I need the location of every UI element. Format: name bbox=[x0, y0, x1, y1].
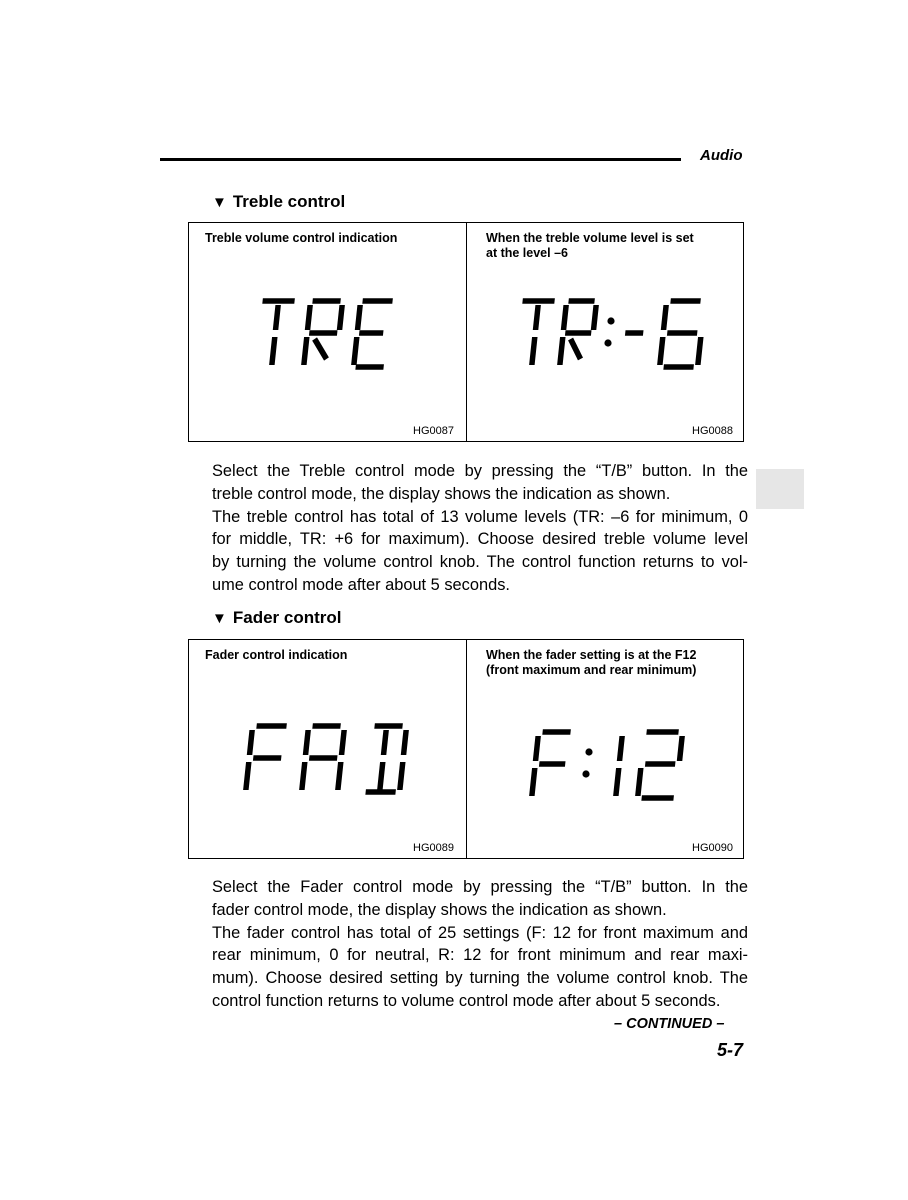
page-number: 5-7 bbox=[717, 1040, 744, 1060]
lcd-display-fad bbox=[247, 722, 417, 796]
fader-paragraph bbox=[212, 876, 748, 1013]
fader-figure-left bbox=[189, 640, 467, 858]
figure-caption: Fader control indication bbox=[205, 648, 348, 662]
chapter-tab bbox=[756, 469, 804, 509]
treble-paragraph bbox=[212, 460, 748, 597]
treble-figure-right bbox=[467, 223, 743, 441]
figure-caption: When the fader setting is at the F12 (front maximum and rear minimum) bbox=[486, 648, 697, 677]
paragraph-line: treble control mode, the display shows the indication as shown. bbox=[212, 484, 671, 503]
treble-heading bbox=[212, 192, 345, 212]
paragraph-line: The treble control has total of 13 volume levels (TR: –6 for minimum, 0 bbox=[212, 507, 748, 526]
figure-caption: Treble volume control indication bbox=[205, 231, 398, 245]
fader-heading-text: Fader control bbox=[232, 608, 342, 627]
treble-heading-text: Treble control bbox=[232, 192, 346, 211]
triangle-bullet-icon: ▼ bbox=[212, 610, 227, 627]
lcd-display-tre bbox=[259, 297, 399, 369]
paragraph-line: mum). Choose desired setting by turning the volume control knob. The bbox=[212, 969, 748, 988]
figure-code: HG0088 bbox=[692, 425, 733, 437]
treble-figure bbox=[188, 222, 744, 442]
paragraph-line: rear minimum, 0 for neutral, R: 12 for front minimum and rear maxi- bbox=[212, 946, 748, 965]
lcd-display-f-12 bbox=[531, 728, 691, 800]
section-label: Audio bbox=[700, 147, 743, 164]
paragraph-line: control function returns to volume control mode after about 5 seconds. bbox=[212, 991, 721, 1010]
triangle-bullet-icon: ▼ bbox=[212, 194, 227, 211]
paragraph-line: Select the Treble control mode by pressing the “T/B” button. In the bbox=[212, 462, 748, 480]
figure-caption: When the treble volume level is set at the level –6 bbox=[486, 231, 694, 260]
paragraph-line: ume control mode after about 5 seconds. bbox=[212, 575, 510, 594]
header-rule bbox=[160, 158, 681, 161]
figure-code: HG0087 bbox=[413, 425, 454, 437]
lcd-display-tr-minus-6 bbox=[519, 297, 719, 369]
paragraph-line: by turning the volume control knob. The control function returns to vol- bbox=[212, 553, 748, 572]
paragraph-line: Select the Fader control mode by pressing the “T/B” button. In the bbox=[212, 878, 748, 896]
fader-figure-right bbox=[467, 640, 743, 858]
figure-code: HG0090 bbox=[692, 842, 733, 854]
paragraph-line: The fader control has total of 25 settings (F: 12 for front maximum and bbox=[212, 923, 748, 942]
figure-code: HG0089 bbox=[413, 842, 454, 854]
treble-figure-left bbox=[189, 223, 467, 441]
fader-figure bbox=[188, 639, 744, 859]
paragraph-line: for middle, TR: +6 for maximum). Choose desired treble volume level bbox=[212, 530, 748, 549]
paragraph-line: fader control mode, the display shows the indication as shown. bbox=[212, 900, 667, 919]
continued-label: – CONTINUED – bbox=[614, 1016, 725, 1032]
fader-heading bbox=[212, 608, 341, 628]
